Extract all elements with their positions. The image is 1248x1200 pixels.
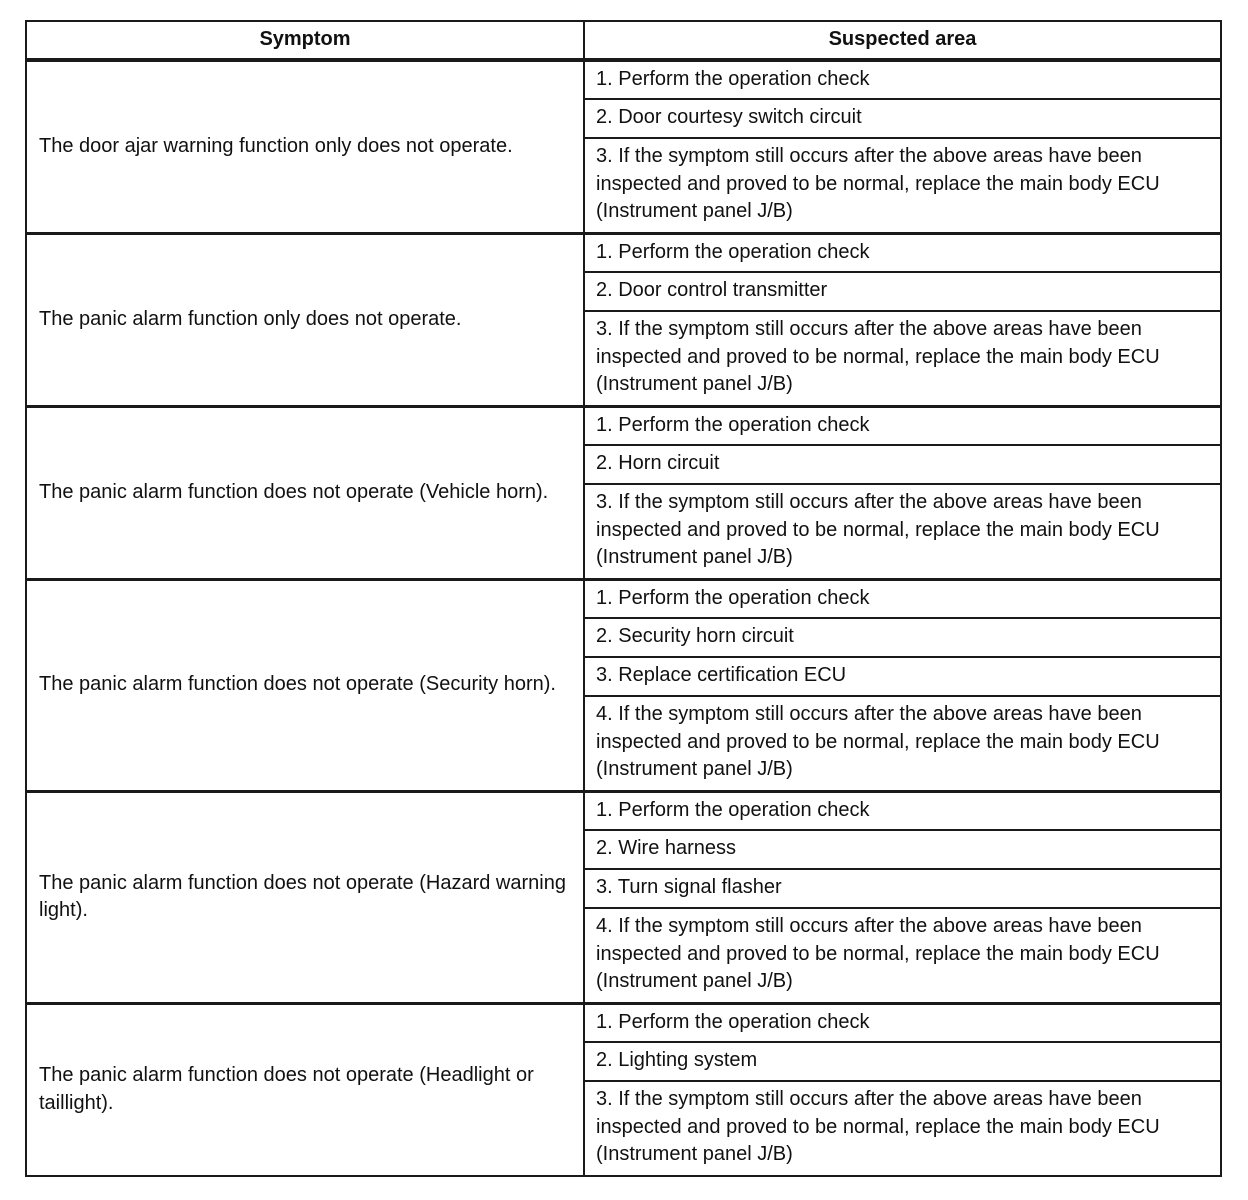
suspected-area-cell: 1. Perform the operation check <box>584 579 1221 618</box>
table-row <box>26 791 1221 830</box>
symptom-cell: The panic alarm function does not operate (Vehicle horn). <box>26 406 584 579</box>
symptom-cell: The panic alarm function does not operate (Hazard warning light). <box>26 791 584 1003</box>
suspected-area-cell: 1. Perform the operation check <box>584 791 1221 830</box>
suspected-area-column-header: Suspected area <box>584 21 1221 60</box>
suspected-area-cell: 3. If the symptom still occurs after the above areas have been inspected and proved to be normal, replace the main body ECU (Instrument panel J/B) <box>584 484 1221 579</box>
suspected-area-cell: 4. If the symptom still occurs after the above areas have been inspected and proved to be normal, replace the main body ECU (Instrument panel J/B) <box>584 696 1221 791</box>
suspected-area-cell: 2. Wire harness <box>584 830 1221 869</box>
suspected-area-cell: 2. Lighting system <box>584 1042 1221 1081</box>
suspected-area-cell: 2. Horn circuit <box>584 445 1221 484</box>
suspected-area-cell: 1. Perform the operation check <box>584 406 1221 445</box>
suspected-area-cell: 2. Door control transmitter <box>584 272 1221 311</box>
symptom-cell: The door ajar warning function only does not operate. <box>26 60 584 233</box>
symptom-cell: The panic alarm function does not operate (Security horn). <box>26 579 584 791</box>
table-row <box>26 406 1221 445</box>
table-row <box>26 60 1221 99</box>
table-row <box>26 579 1221 618</box>
suspected-area-cell: 1. Perform the operation check <box>584 60 1221 99</box>
table-row <box>26 233 1221 272</box>
symptom-cell: The panic alarm function only does not operate. <box>26 233 584 406</box>
suspected-area-cell: 3. If the symptom still occurs after the above areas have been inspected and proved to be normal, replace the main body ECU (Instrument panel J/B) <box>584 1081 1221 1176</box>
suspected-area-cell: 1. Perform the operation check <box>584 1003 1221 1042</box>
suspected-area-cell: 4. If the symptom still occurs after the above areas have been inspected and proved to be normal, replace the main body ECU (Instrument panel J/B) <box>584 908 1221 1003</box>
table-body <box>26 60 1221 1176</box>
header-row <box>26 21 1221 60</box>
suspected-area-cell: 2. Security horn circuit <box>584 618 1221 657</box>
suspected-area-cell: 3. Replace certification ECU <box>584 657 1221 696</box>
suspected-area-cell: 2. Door courtesy switch circuit <box>584 99 1221 138</box>
symptom-column-header: Symptom <box>26 21 584 60</box>
symptom-cell: The panic alarm function does not operate (Headlight or taillight). <box>26 1003 584 1176</box>
suspected-area-cell: 1. Perform the operation check <box>584 233 1221 272</box>
troubleshooting-table <box>25 20 1222 1177</box>
suspected-area-cell: 3. If the symptom still occurs after the above areas have been inspected and proved to be normal, replace the main body ECU (Instrument panel J/B) <box>584 311 1221 406</box>
table-row <box>26 1003 1221 1042</box>
suspected-area-cell: 3. Turn signal flasher <box>584 869 1221 908</box>
suspected-area-cell: 3. If the symptom still occurs after the above areas have been inspected and proved to be normal, replace the main body ECU (Instrument panel J/B) <box>584 138 1221 233</box>
